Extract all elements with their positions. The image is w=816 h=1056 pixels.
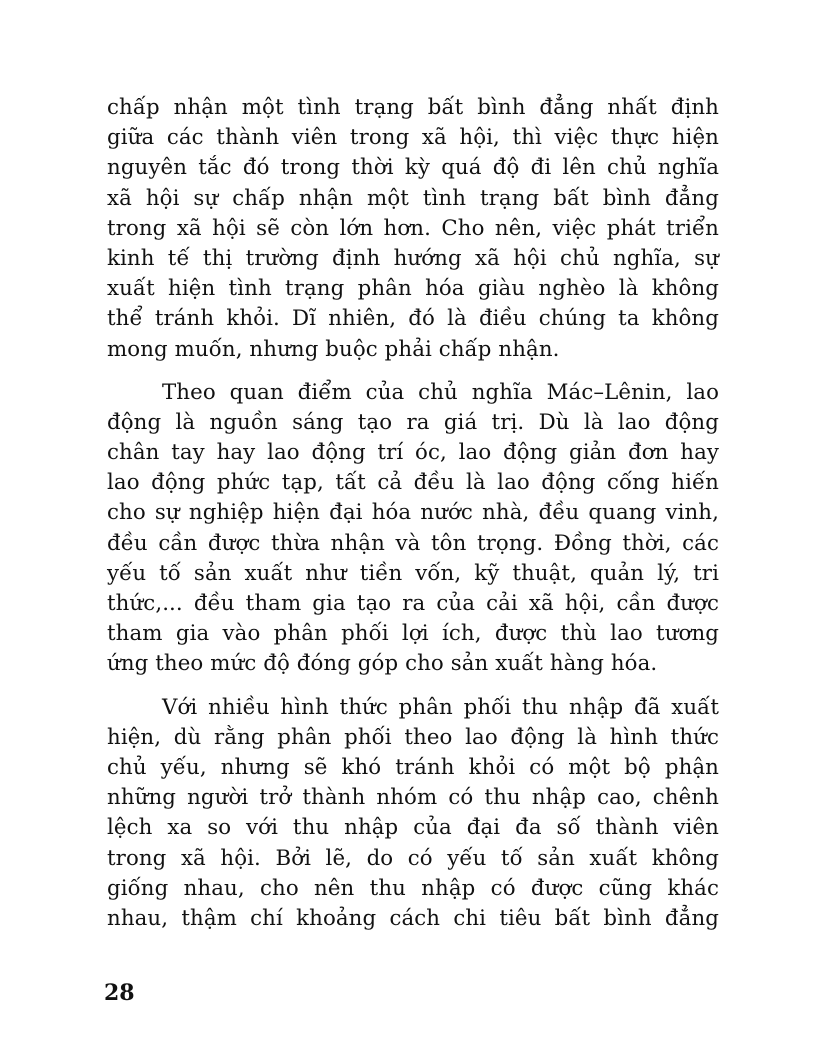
text-line: hiện, dù rằng phân phối theo lao động là hình thức — [107, 724, 719, 750]
text-line: thể tránh khỏi. Dĩ nhiên, đó là điều chúng ta không — [107, 306, 719, 332]
text-line: giống nhau, cho nên thu nhập có được cũng khác — [107, 875, 719, 901]
text-line: động là nguồn sáng tạo ra giá trị. Dù là lao động — [107, 409, 719, 435]
text-line: nhau, thậm chí khoảng cách chi tiêu bất bình đẳng — [107, 905, 719, 931]
text-line: lệch xa so với thu nhập của đại đa số thành viên — [107, 815, 719, 841]
paragraph-1 — [107, 93, 719, 365]
text-line: giữa các thành viên trong xã hội, thì việc thực hiện — [107, 125, 719, 151]
text-line: trong xã hội. Bởi lẽ, do có yếu tố sản xuất không — [107, 845, 719, 871]
text-line: đều cần được thừa nhận và tôn trọng. Đồng thời, các — [107, 530, 719, 556]
text-line: nguyên tắc đó trong thời kỳ quá độ đi lên chủ nghĩa — [107, 155, 719, 181]
text-line: Theo quan điểm của chủ nghĩa Mác–Lênin, lao — [162, 379, 719, 405]
text-line: trong xã hội sẽ còn lớn hơn. Cho nên, việc phát triển — [107, 215, 719, 241]
text-line: xã hội sự chấp nhận một tình trạng bất bình đẳng — [107, 185, 719, 211]
text-line: xuất hiện tình trạng phân hóa giàu nghèo là không — [107, 276, 719, 302]
paragraph-2 — [107, 378, 719, 680]
text-line: kinh tế thị trường định hướng xã hội chủ nghĩa, sự — [107, 245, 719, 271]
text-line: Với nhiều hình thức phân phối thu nhập đã xuất — [162, 694, 719, 720]
text-line: ứng theo mức độ đóng góp cho sản xuất hàng hóa. — [107, 651, 658, 677]
text-line: lao động phức tạp, tất cả đều là lao động cống hiến — [107, 470, 719, 496]
body-text — [107, 93, 719, 934]
text-line: tham gia vào phân phối lợi ích, được thù lao tương — [107, 621, 719, 647]
text-line: yếu tố sản xuất như tiền vốn, kỹ thuật, quản lý, tri — [107, 560, 719, 586]
paragraph-spacing — [107, 365, 719, 378]
text-line: những người trở thành nhóm có thu nhập cao, chênh — [107, 785, 719, 811]
page-number: 28 — [104, 980, 135, 1006]
text-line: thức,... đều tham gia tạo ra của cải xã hội, cần được — [107, 591, 719, 616]
paragraph-spacing — [107, 680, 719, 693]
text-line: mong muốn, nhưng buộc phải chấp nhận. — [107, 336, 560, 362]
text-line: chủ yếu, nhưng sẽ khó tránh khỏi có một bộ phận — [107, 754, 719, 780]
text-line: chấp nhận một tình trạng bất bình đẳng nhất định — [107, 95, 719, 120]
paragraph-3 — [107, 693, 719, 935]
text-line: cho sự nghiệp hiện đại hóa nước nhà, đều quang vinh, — [107, 500, 719, 526]
text-line: chân tay hay lao động trí óc, lao động giản đơn hay — [107, 440, 719, 466]
